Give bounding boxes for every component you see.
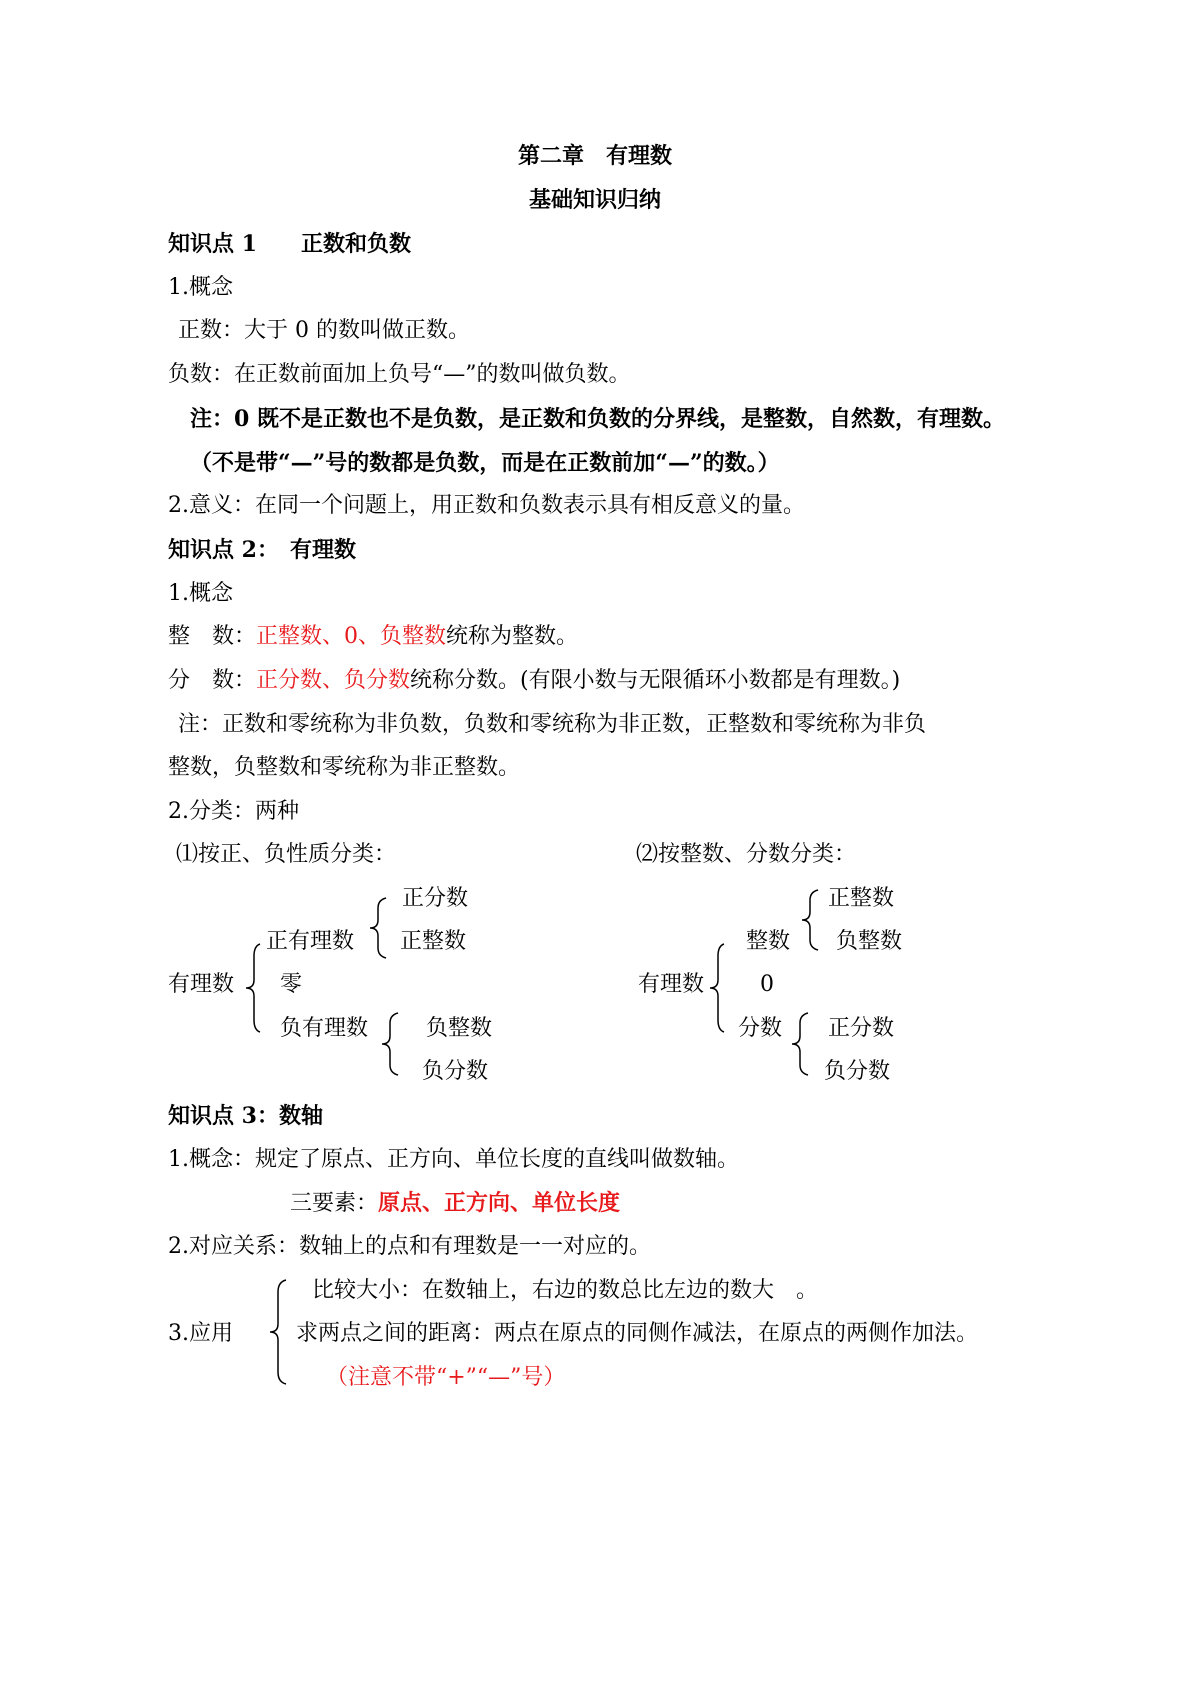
application-sign-note: （注意不带“+”“—”号） [326, 1365, 566, 1390]
kp1-concept-label: 1.概念 [168, 275, 233, 300]
tree2-positive-fraction: 正分数 [828, 1016, 895, 1041]
fraction-members: 正分数、负分数 [256, 668, 411, 693]
integer-members: 正整数、0、负整数 [256, 624, 447, 649]
chapter-title: 第二章 有理数 [517, 143, 672, 169]
tree1-root: 有理数 [168, 972, 235, 997]
application-compare: 比较大小：在数轴上，右边的数总比左边的数大 。 [312, 1278, 819, 1303]
negative-definition: 负数：在正数前面加上负号“—”的数叫做负数。 [168, 362, 631, 387]
tree2-integer: 整数 [746, 929, 791, 954]
tree1-negative-fraction: 负分数 [422, 1059, 489, 1084]
nonnegative-note-line2: 整数，负整数和零统称为非正整数。 [168, 755, 521, 780]
kp1-heading: 知识点 1 正数和负数 [168, 231, 411, 257]
nonnegative-note-line1: 注：正数和零统称为非负数，负数和零统称为非正数，正整数和零统称为非负 [178, 712, 927, 737]
tree1-zero: 零 [280, 972, 303, 997]
tree2-positive-integer: 正整数 [828, 886, 895, 911]
tree1-negative-rational: 负有理数 [280, 1016, 369, 1041]
tree2-root: 有理数 [638, 972, 705, 997]
tree2-caption: ⑵按整数、分数分类： [636, 842, 857, 867]
tree1-root-brace [240, 942, 264, 1034]
fraction-prefix: 分 数： [168, 668, 257, 693]
number-line-concept: 1.概念：规定了原点、正方向、单位长度的直线叫做数轴。 [168, 1147, 739, 1172]
tree2-fraction: 分数 [738, 1016, 783, 1041]
tree2-root-brace [704, 942, 728, 1034]
integer-prefix: 整 数： [168, 624, 257, 649]
three-elements-prefix: 三要素： [290, 1191, 379, 1216]
classification-label: 2.分类：两种 [168, 799, 299, 824]
tree2-integer-brace [798, 888, 822, 952]
tree1-negative-brace [378, 1011, 402, 1077]
tree1-positive-integer: 正整数 [400, 929, 467, 954]
zero-note: 注：0 既不是正数也不是负数，是正数和负数的分界线，是整数，自然数，有理数。 [190, 406, 1005, 432]
fraction-definition [168, 666, 900, 696]
application-label: 3.应用 [168, 1321, 233, 1346]
tree1-positive-rational: 正有理数 [266, 929, 355, 954]
kp1-meaning: 2.意义：在同一个问题上，用正数和负数表示具有相反意义的量。 [168, 493, 805, 518]
integer-suffix: 统称为整数。 [446, 624, 579, 649]
tree2-fraction-brace [788, 1011, 812, 1077]
kp2-concept-label: 1.概念 [168, 581, 233, 606]
three-elements [290, 1188, 620, 1219]
tree2-negative-integer: 负整数 [836, 929, 903, 954]
application-brace [266, 1278, 290, 1386]
correspondence: 2.对应关系：数轴上的点和有理数是一一对应的。 [168, 1234, 651, 1259]
section-subtitle: 基础知识归纳 [528, 187, 661, 213]
tree2-zero: 0 [760, 972, 774, 997]
three-elements-list: 原点、正方向、单位长度 [378, 1190, 621, 1216]
tree1-positive-brace [366, 896, 390, 960]
application-distance: 求两点之间的距离：两点在原点的同侧作减法，在原点的两侧作加法。 [296, 1321, 979, 1346]
kp3-heading: 知识点 3：数轴 [168, 1103, 323, 1129]
tree1-negative-integer: 负整数 [426, 1016, 493, 1041]
kp2-heading: 知识点 2： 有理数 [168, 537, 356, 563]
integer-definition [168, 622, 578, 652]
tree1-caption: ⑴按正、负性质分类： [176, 842, 397, 867]
tree2-negative-fraction: 负分数 [824, 1059, 891, 1084]
fraction-suffix: 统称分数。(有限小数与无限循环小数都是有理数。) [410, 668, 901, 693]
positive-definition: 正数：大于 0 的数叫做正数。 [178, 318, 470, 343]
negative-sign-note: （不是带“—”号的数都是负数，而是在正数前加“—”的数。） [190, 450, 780, 476]
tree1-positive-fraction: 正分数 [402, 886, 469, 911]
